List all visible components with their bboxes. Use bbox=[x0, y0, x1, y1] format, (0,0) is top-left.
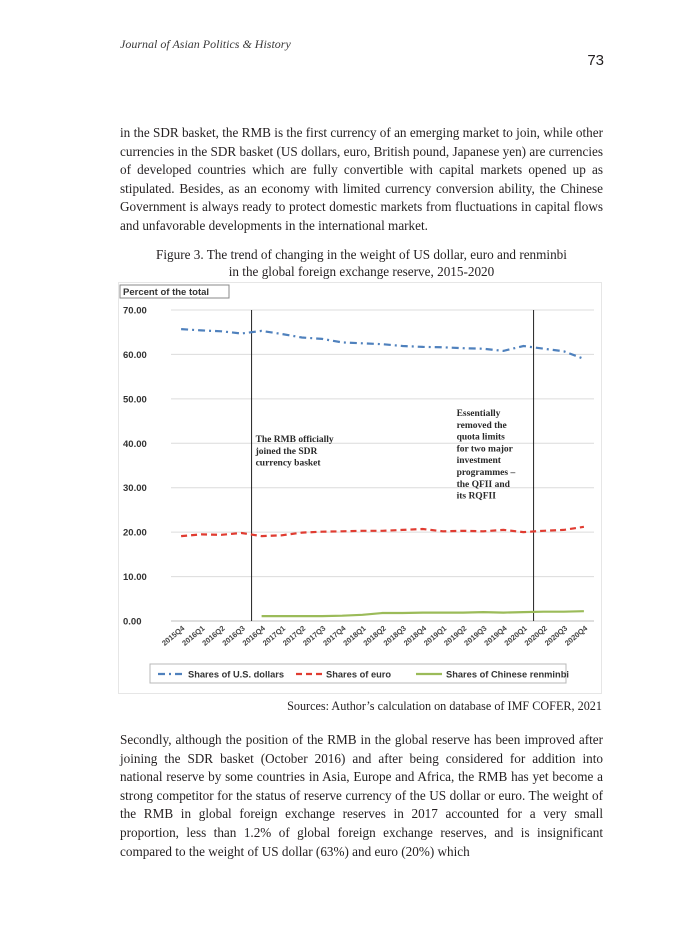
x-tick-label: 2018Q4 bbox=[401, 623, 429, 648]
x-tick-label: 2020Q2 bbox=[522, 623, 549, 648]
annotation-line-text: programmes – bbox=[456, 468, 516, 478]
legend-label: Shares of Chinese renminbi bbox=[446, 669, 569, 680]
x-tick-label: 2020Q4 bbox=[562, 623, 590, 648]
legend-label: Shares of U.S. dollars bbox=[188, 669, 285, 680]
y-tick-label: 20.00 bbox=[123, 527, 147, 539]
y-tick-label: 70.00 bbox=[123, 305, 147, 317]
x-tick-label: 2015Q4 bbox=[160, 623, 187, 648]
figure-source-note: Sources: Author’s calculation on database of IMF COFER, 2021 bbox=[287, 699, 602, 713]
x-tick-label: 2016Q3 bbox=[220, 623, 247, 648]
annotation-line-text: quota limits bbox=[456, 432, 505, 443]
y-tick-label: 10.00 bbox=[123, 572, 147, 584]
annotation-line-text: joined the SDR bbox=[255, 446, 318, 457]
x-tick-label: 2017Q3 bbox=[301, 623, 328, 648]
annotation-line-text: investment bbox=[456, 456, 501, 467]
figure-caption bbox=[120, 247, 603, 280]
y-axis-title: Percent of the total bbox=[123, 287, 210, 298]
y-tick-label: 50.00 bbox=[123, 394, 147, 406]
annotation-line-text: currency basket bbox=[255, 458, 321, 469]
y-tick-label: 60.00 bbox=[123, 349, 147, 361]
page-number: 73 bbox=[587, 52, 604, 69]
x-tick-label: 2017Q2 bbox=[280, 623, 308, 648]
annotation-line-text: Essentially bbox=[456, 409, 501, 419]
x-tick-label: 2016Q2 bbox=[200, 623, 227, 648]
body-paragraph-2: Secondly, although the position of the RMB in the global reserve has been improved after joining the SDR basket (October 2016) and after being considered for addition into national reserve by some countries in Asia, Europe and Africa, the RMB has yet become a strong competitor for the status of reserve currency of the US dollar or euro. The weight of the RMB in global foreign exchange reserves in 2017 accounted for a very small proportion, less than 1.2% of global foreign exchange reserves, and is insignificant compared to the weight of US dollar (63%) and euro (20%) which bbox=[120, 732, 603, 859]
body-paragraph-1: in the SDR basket, the RMB is the first currency of an emerging market to join, while other currencies in the SDR basket (US dollars, euro, British pound, Japanese yen) are currencies of developed countries which are fully convertible with capital markets opened up as stipulated. Besides, as an economy with limited currency conversion ability, the Chinese Government is always ready to protect domestic markets from fluctuations in capital flows and unfavorable developments in the international market. bbox=[120, 125, 603, 233]
x-tick-label: 2018Q2 bbox=[361, 623, 388, 648]
figure-caption-line-1: Figure 3. The trend of changing in the weight of US dollar, euro and renminbi bbox=[156, 247, 567, 262]
x-tick-label: 2018Q3 bbox=[381, 623, 408, 648]
x-tick-label: 2017Q4 bbox=[321, 623, 348, 648]
journal-title: Journal of Asian Politics & History bbox=[120, 37, 291, 51]
annotation-line-text: removed the bbox=[456, 420, 507, 431]
y-tick-label: 30.00 bbox=[123, 483, 147, 495]
line-chart bbox=[118, 282, 602, 694]
figure-3-chart bbox=[118, 282, 602, 694]
x-tick-label: 2020Q1 bbox=[502, 623, 529, 648]
y-tick-label: 0.00 bbox=[123, 616, 142, 628]
legend-label: Shares of euro bbox=[326, 669, 392, 680]
x-tick-label: 2017Q1 bbox=[260, 623, 288, 648]
annotation-line-text: for two major bbox=[456, 444, 513, 455]
x-tick-label: 2019Q1 bbox=[421, 623, 449, 648]
annotation-line-text: the QFII and bbox=[456, 479, 510, 490]
x-tick-label: 2019Q2 bbox=[442, 623, 469, 648]
annotation-line-text: The RMB officially bbox=[255, 435, 334, 445]
legend bbox=[150, 664, 569, 683]
x-tick-label: 2018Q1 bbox=[341, 623, 368, 648]
annotation-line-text: its RQFII bbox=[456, 491, 496, 502]
y-tick-label: 40.00 bbox=[123, 438, 147, 450]
x-tick-label: 2019Q3 bbox=[462, 623, 489, 648]
x-tick-label: 2020Q3 bbox=[542, 623, 570, 648]
figure-caption-line-2: in the global foreign exchange reserve, 2015-2020 bbox=[228, 263, 495, 279]
x-tick-label: 2016Q4 bbox=[240, 623, 267, 648]
x-tick-label: 2019Q4 bbox=[482, 623, 509, 648]
x-tick-label: 2016Q1 bbox=[180, 623, 207, 648]
y-axis-title-box bbox=[120, 285, 229, 298]
